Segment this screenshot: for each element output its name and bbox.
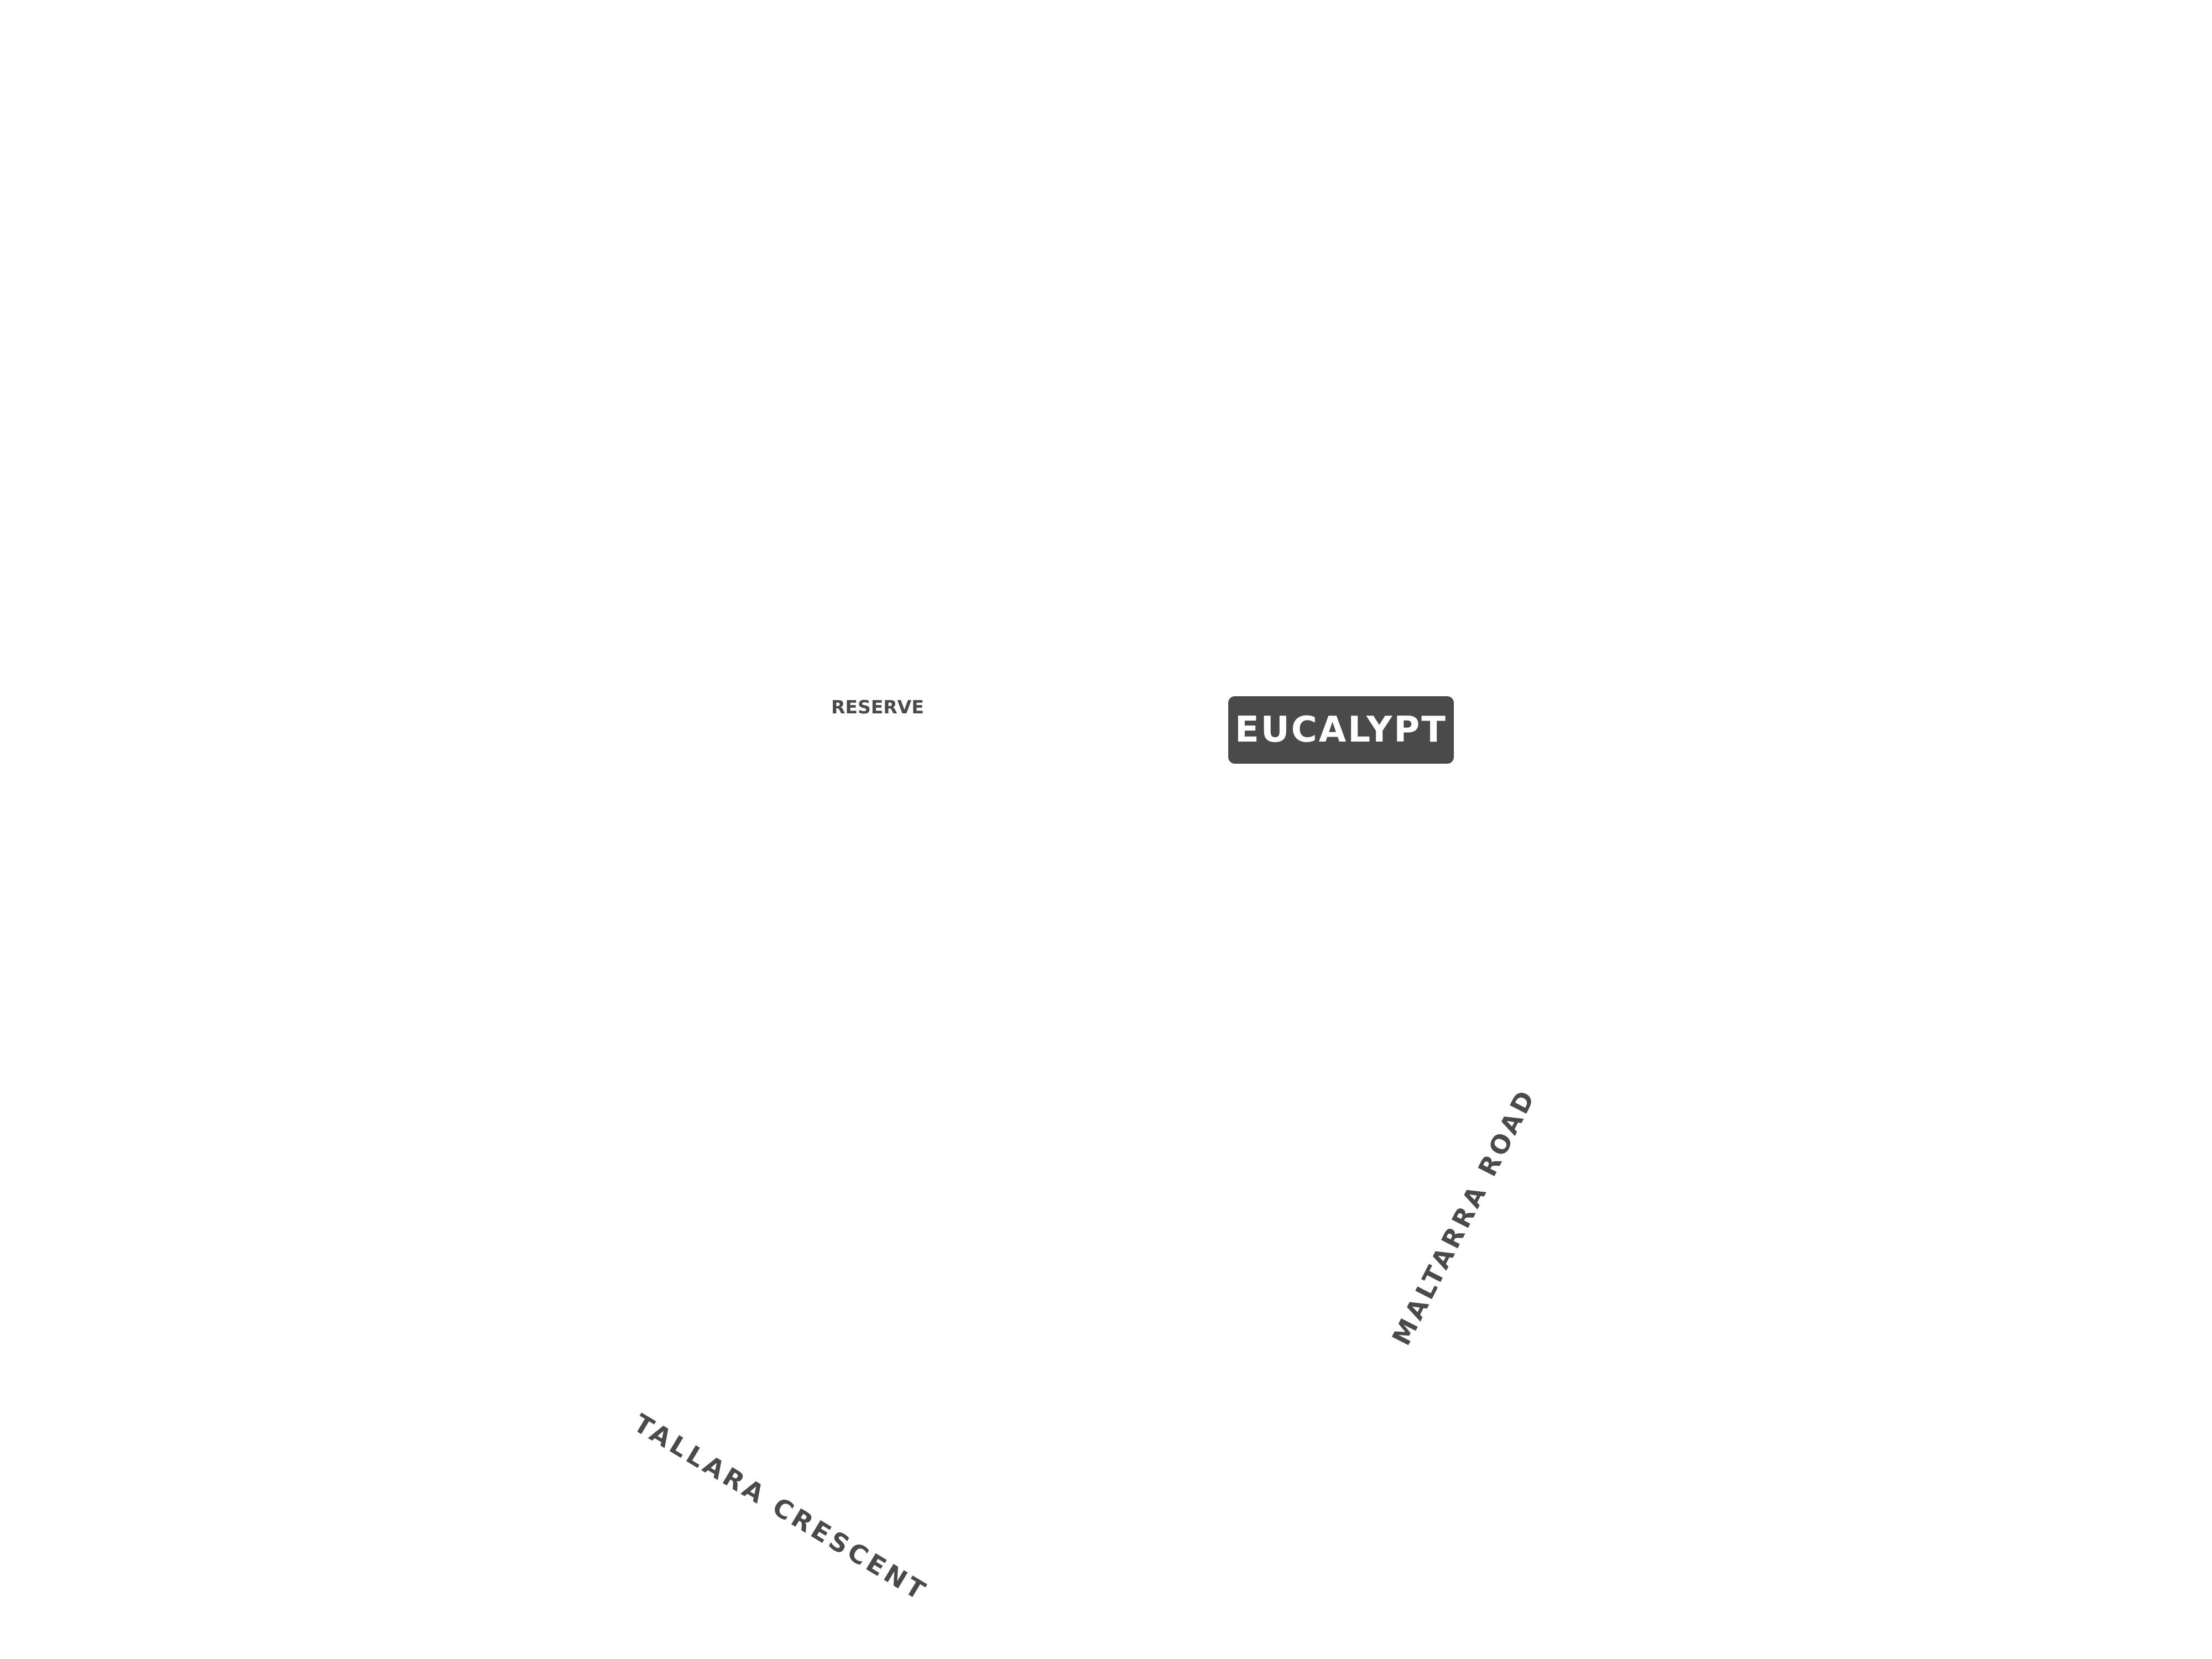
suburb-badge [1228,696,1454,764]
reserve-label: RESERVE [831,696,924,718]
road-label-maltarra: MALTARRA ROAD [1386,1083,1542,1350]
road-label-tallara: TALLARA CRESCENT [628,1408,933,1608]
suburb-label: EUCALYPT [1235,709,1447,750]
